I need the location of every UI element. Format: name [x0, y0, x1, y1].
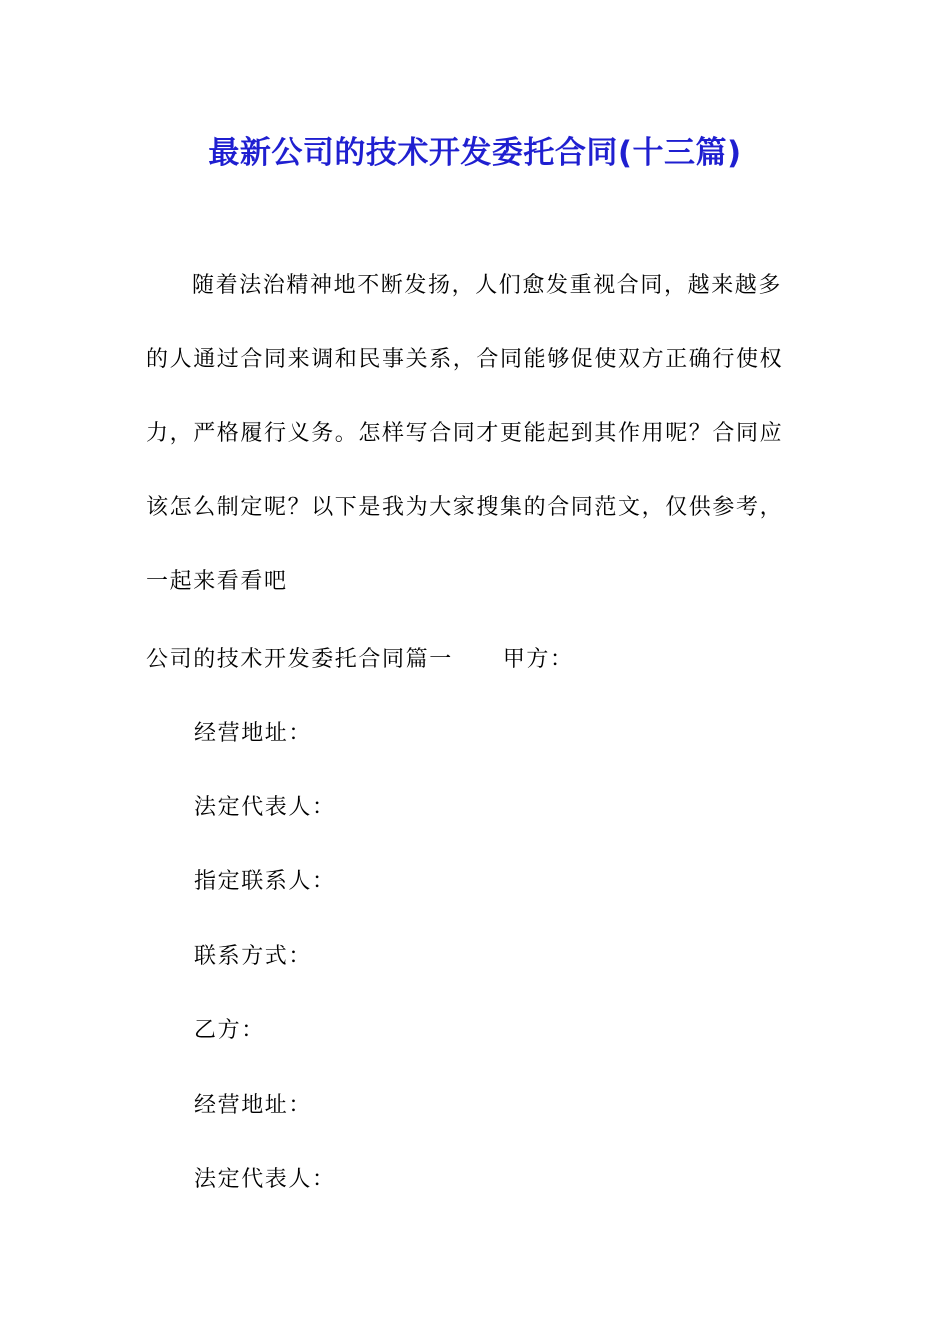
- intro-line: 一起来看看吧: [146, 569, 288, 594]
- party-b-label: 乙方：: [194, 1018, 265, 1043]
- party-a-label: 甲方：: [502, 647, 574, 672]
- intro-line: 该怎么制定呢？以下是我为大家搜集的合同范文，仅供参考，: [146, 495, 784, 520]
- field-contact-person-a: 指定联系人：: [194, 869, 336, 894]
- section-heading: 公司的技术开发委托合同篇一: [146, 647, 453, 672]
- document-title: 最新公司的技术开发委托合同(十三篇): [208, 135, 742, 171]
- intro-line: 力，严格履行义务。怎样写合同才更能起到其作用呢？合同应: [146, 421, 784, 446]
- intro-paragraph: [146, 262, 808, 632]
- section-heading-row: [146, 640, 574, 680]
- field-legal-representative-b: 法定代表人：: [194, 1167, 336, 1192]
- field-contact-method-a: 联系方式：: [194, 944, 313, 969]
- field-business-address-a: 经营地址：: [194, 721, 313, 746]
- field-business-address-b: 经营地址：: [194, 1093, 313, 1118]
- intro-line: 的人通过合同来调和民事关系，合同能够促使双方正确行使权: [146, 347, 784, 372]
- field-legal-representative-a: 法定代表人：: [194, 795, 336, 820]
- intro-line: 随着法治精神地不断发扬，人们愈发重视合同，越来越多: [192, 273, 783, 298]
